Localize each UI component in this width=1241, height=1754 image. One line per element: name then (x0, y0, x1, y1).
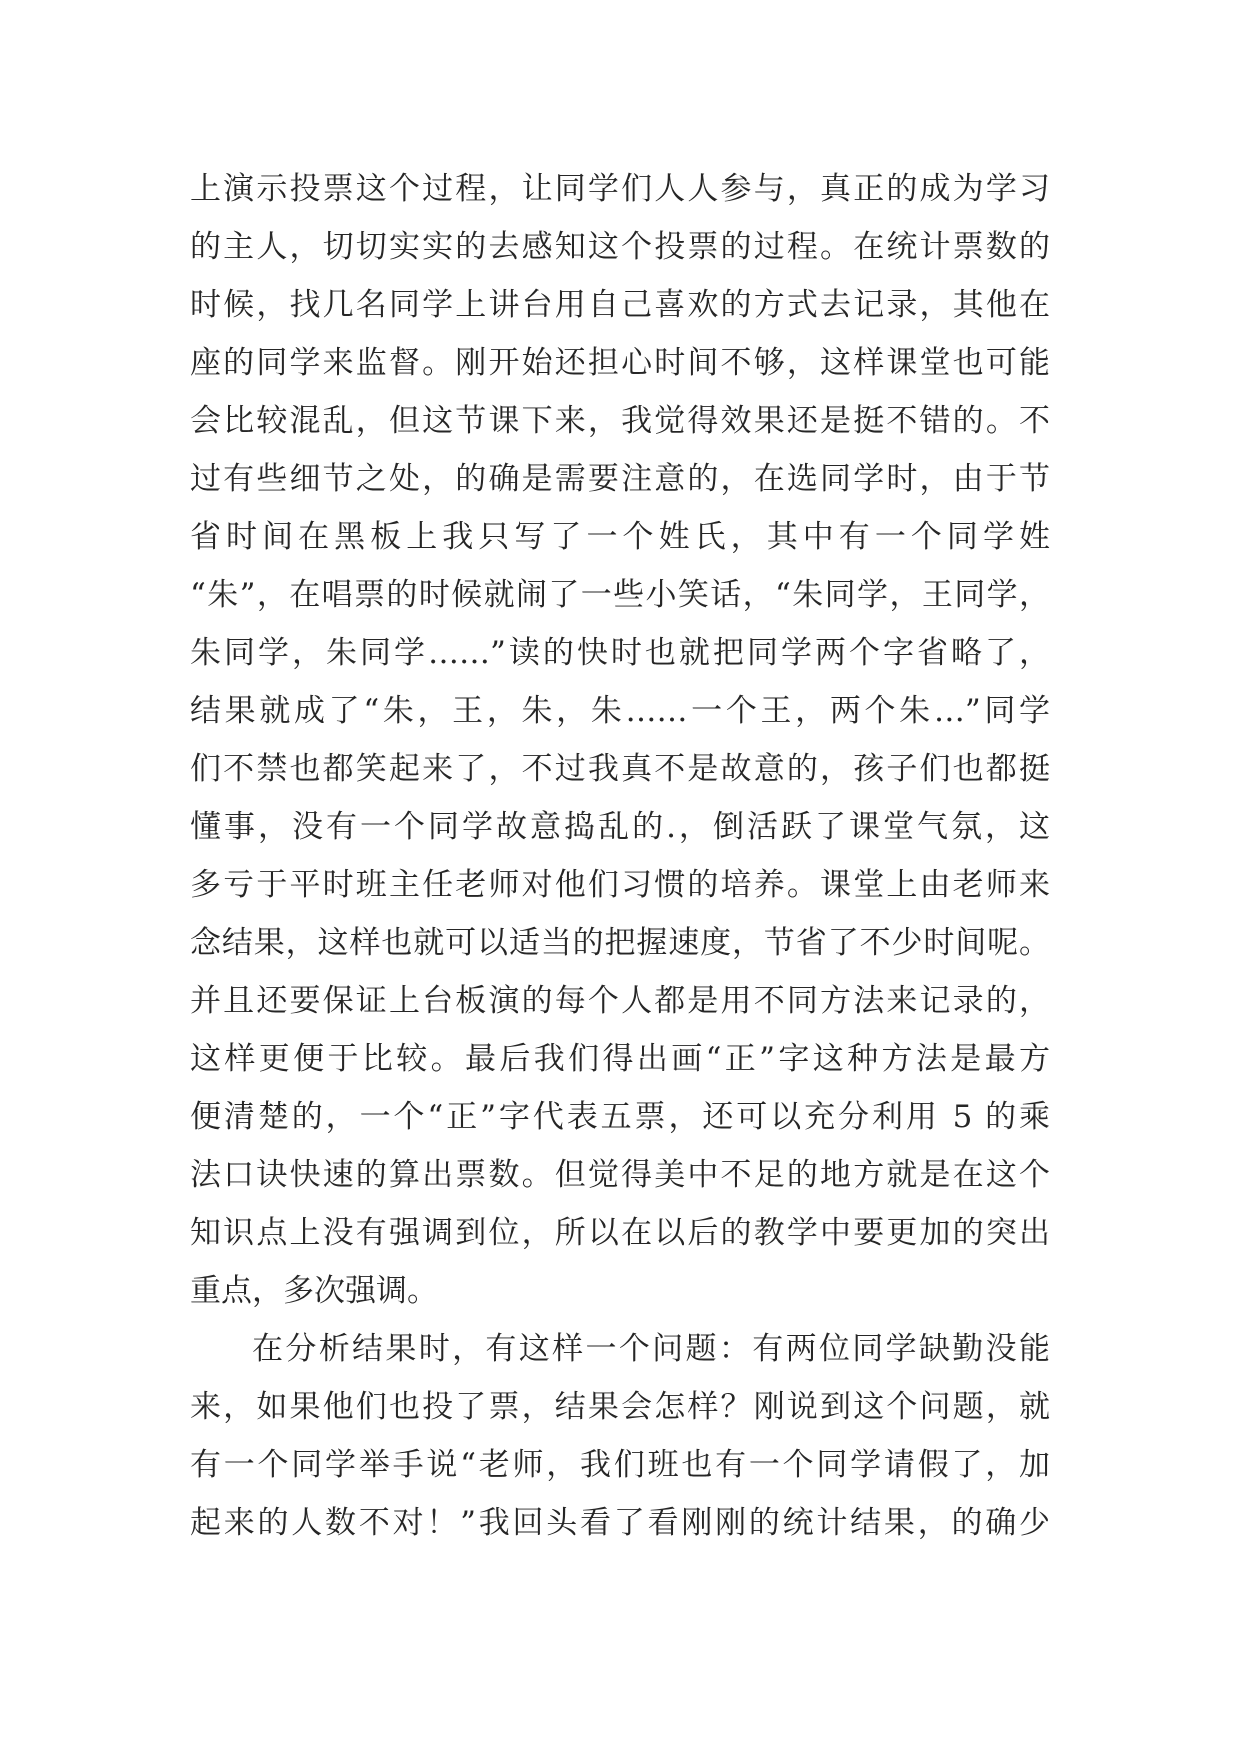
text-line: 时候，找几名同学上讲台用自己喜欢的方式去记录，其他在 (190, 287, 1050, 323)
text-line: 法口诀快速的算出票数。但觉得美中不足的地方就是在这个 (190, 1157, 1050, 1193)
text-line: 并且还要保证上台板演的每个人都是用不同方法来记录的， (190, 983, 1050, 1019)
text-line: 重点，多次强调。 (190, 1273, 438, 1309)
text-line: 在分析结果时，有这样一个问题：有两位同学缺勤没能 (252, 1331, 1050, 1367)
text-line: 结果就成了“朱，王，朱，朱……一个王，两个朱…”同学 (190, 693, 1050, 729)
text-line: 便清楚的，一个“正”字代表五票，还可以充分利用 5 的乘 (190, 1099, 1050, 1135)
text-line: 会比较混乱，但这节课下来，我觉得效果还是挺不错的。不 (190, 403, 1050, 439)
text-line: 上演示投票这个过程，让同学们人人参与，真正的成为学习 (190, 171, 1050, 207)
text-line: 省时间在黑板上我只写了一个姓氏，其中有一个同学姓 (190, 519, 1050, 555)
text-line: 座的同学来监督。刚开始还担心时间不够，这样课堂也可能 (190, 345, 1050, 381)
text-line: 起来的人数不对！”我回头看了看刚刚的统计结果，的确少 (190, 1505, 1050, 1541)
body-text (190, 160, 1050, 1552)
text-line: “朱”，在唱票的时候就闹了一些小笑话，“朱同学，王同学， (190, 577, 1050, 613)
text-line: 朱同学，朱同学……”读的快时也就把同学两个字省略了， (190, 635, 1050, 671)
text-line: 懂事，没有一个同学故意捣乱的.，倒活跃了课堂气氛，这 (190, 809, 1050, 845)
text-line: 们不禁也都笑起来了，不过我真不是故意的，孩子们也都挺 (190, 751, 1050, 787)
paragraph (190, 160, 1050, 1320)
text-line: 念结果，这样也就可以适当的把握速度，节省了不少时间呢。 (190, 925, 1050, 961)
text-line: 知识点上没有强调到位，所以在以后的教学中要更加的突出 (190, 1215, 1050, 1251)
paragraph (190, 1320, 1050, 1552)
text-line: 来，如果他们也投了票，结果会怎样？刚说到这个问题，就 (190, 1389, 1050, 1425)
text-line: 过有些细节之处，的确是需要注意的，在选同学时，由于节 (190, 461, 1050, 497)
text-line: 的主人，切切实实的去感知这个投票的过程。在统计票数的 (190, 229, 1050, 265)
text-line: 这样更便于比较。最后我们得出画“正”字这种方法是最方 (190, 1041, 1050, 1077)
text-line: 多亏于平时班主任老师对他们习惯的培养。课堂上由老师来 (190, 867, 1050, 903)
text-line: 有一个同学举手说“老师，我们班也有一个同学请假了，加 (190, 1447, 1050, 1483)
